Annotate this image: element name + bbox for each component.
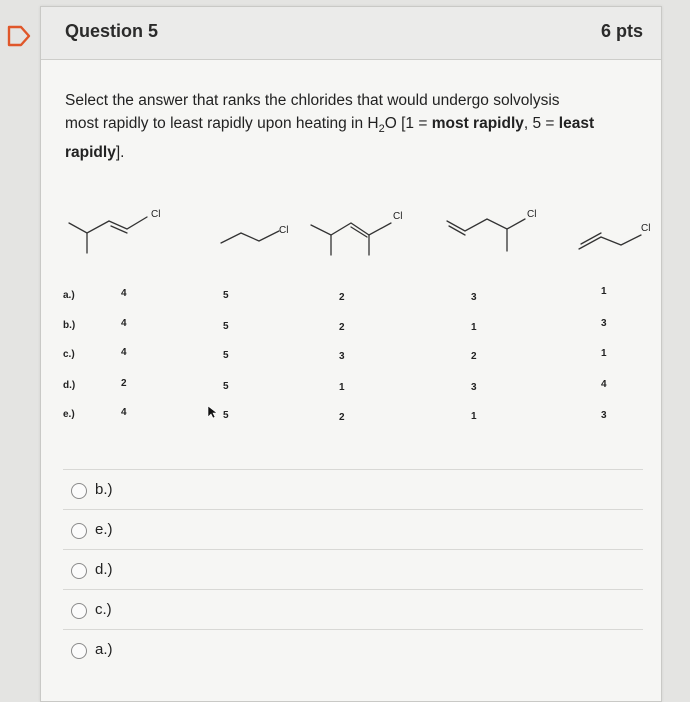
table-cell: 2 xyxy=(339,322,345,333)
cl-label-3: Cl xyxy=(393,211,403,222)
table-row-label: d.) xyxy=(63,380,76,391)
prompt-line2-start: most rapidly to least rapidly upon heating in H xyxy=(65,115,379,132)
table-cell: 2 xyxy=(471,351,477,362)
molecule-2 xyxy=(221,231,279,243)
question-points: 6 pts xyxy=(600,21,643,41)
prompt-line2-mid2: , 5 = xyxy=(523,115,559,132)
molecule-3 xyxy=(311,223,391,255)
table-cell: 2 xyxy=(121,378,127,389)
mouse-pointer-icon xyxy=(207,405,219,419)
table-cell: 3 xyxy=(601,318,607,329)
table-cell: 1 xyxy=(601,286,607,297)
table-cell: 5 xyxy=(223,290,229,301)
table-cell: 4 xyxy=(121,318,127,329)
table-cell: 4 xyxy=(121,407,127,418)
table-cell: 3 xyxy=(471,292,477,303)
question-header xyxy=(41,7,661,60)
choice-option[interactable] xyxy=(63,509,643,550)
molecule-1 xyxy=(69,217,147,253)
table-cell: 4 xyxy=(601,379,607,390)
question-prompt xyxy=(65,89,645,164)
radio-button[interactable] xyxy=(71,563,87,579)
table-cell: 5 xyxy=(223,410,229,421)
table-row-label: a.) xyxy=(63,290,75,301)
table-cell: 2 xyxy=(339,412,345,423)
table-cell: 1 xyxy=(471,411,477,422)
choice-option[interactable] xyxy=(63,549,643,590)
prompt-line1: Select the answer that ranks the chlorides that would undergo solvolysis xyxy=(65,92,560,109)
choice-option[interactable] xyxy=(63,589,643,630)
radio-button[interactable] xyxy=(71,523,87,539)
table-cell: 1 xyxy=(471,322,477,333)
prompt-bold-most: most rapidly xyxy=(431,115,524,132)
choice-option[interactable] xyxy=(63,469,643,510)
table-cell: 5 xyxy=(223,350,229,361)
table-row-label: c.) xyxy=(63,349,75,360)
choice-option[interactable] xyxy=(63,629,643,670)
table-cell: 3 xyxy=(471,382,477,393)
table-cell: 1 xyxy=(339,382,345,393)
choice-label: c.) xyxy=(95,601,112,618)
cl-label-1: Cl xyxy=(151,209,161,220)
chloride-structures xyxy=(69,197,649,267)
radio-button[interactable] xyxy=(71,603,87,619)
prompt-line2-end: ]. xyxy=(115,144,125,162)
table-cell: 3 xyxy=(601,410,607,421)
prompt-bold-least: least rapidly xyxy=(65,115,595,162)
table-cell: 4 xyxy=(121,347,127,358)
table-cell: 2 xyxy=(339,292,345,303)
prompt-line2-mid: O [1 = xyxy=(384,115,432,132)
choice-label: a.) xyxy=(95,641,113,658)
table-cell: 1 xyxy=(601,348,607,359)
choice-label: e.) xyxy=(95,521,113,538)
prompt-subscript: 2 xyxy=(378,123,385,136)
table-cell: 5 xyxy=(223,381,229,392)
question-title: Question 5 xyxy=(65,21,159,41)
table-row-label: e.) xyxy=(63,409,75,420)
question-card xyxy=(40,6,662,702)
table-row-label: b.) xyxy=(63,320,76,331)
table-cell: 3 xyxy=(339,351,345,362)
molecule-5 xyxy=(579,233,641,249)
flag-question-icon[interactable] xyxy=(7,25,31,47)
cl-label-4: Cl xyxy=(527,209,537,220)
molecule-4 xyxy=(447,219,525,251)
radio-button[interactable] xyxy=(71,483,87,499)
table-cell: 5 xyxy=(223,321,229,332)
radio-button[interactable] xyxy=(71,643,87,659)
table-cell: 4 xyxy=(121,288,127,299)
choice-label: d.) xyxy=(95,561,113,578)
cl-label-2: Cl xyxy=(279,225,289,236)
cl-label-5: Cl xyxy=(641,223,651,234)
choice-label: b.) xyxy=(95,481,113,498)
